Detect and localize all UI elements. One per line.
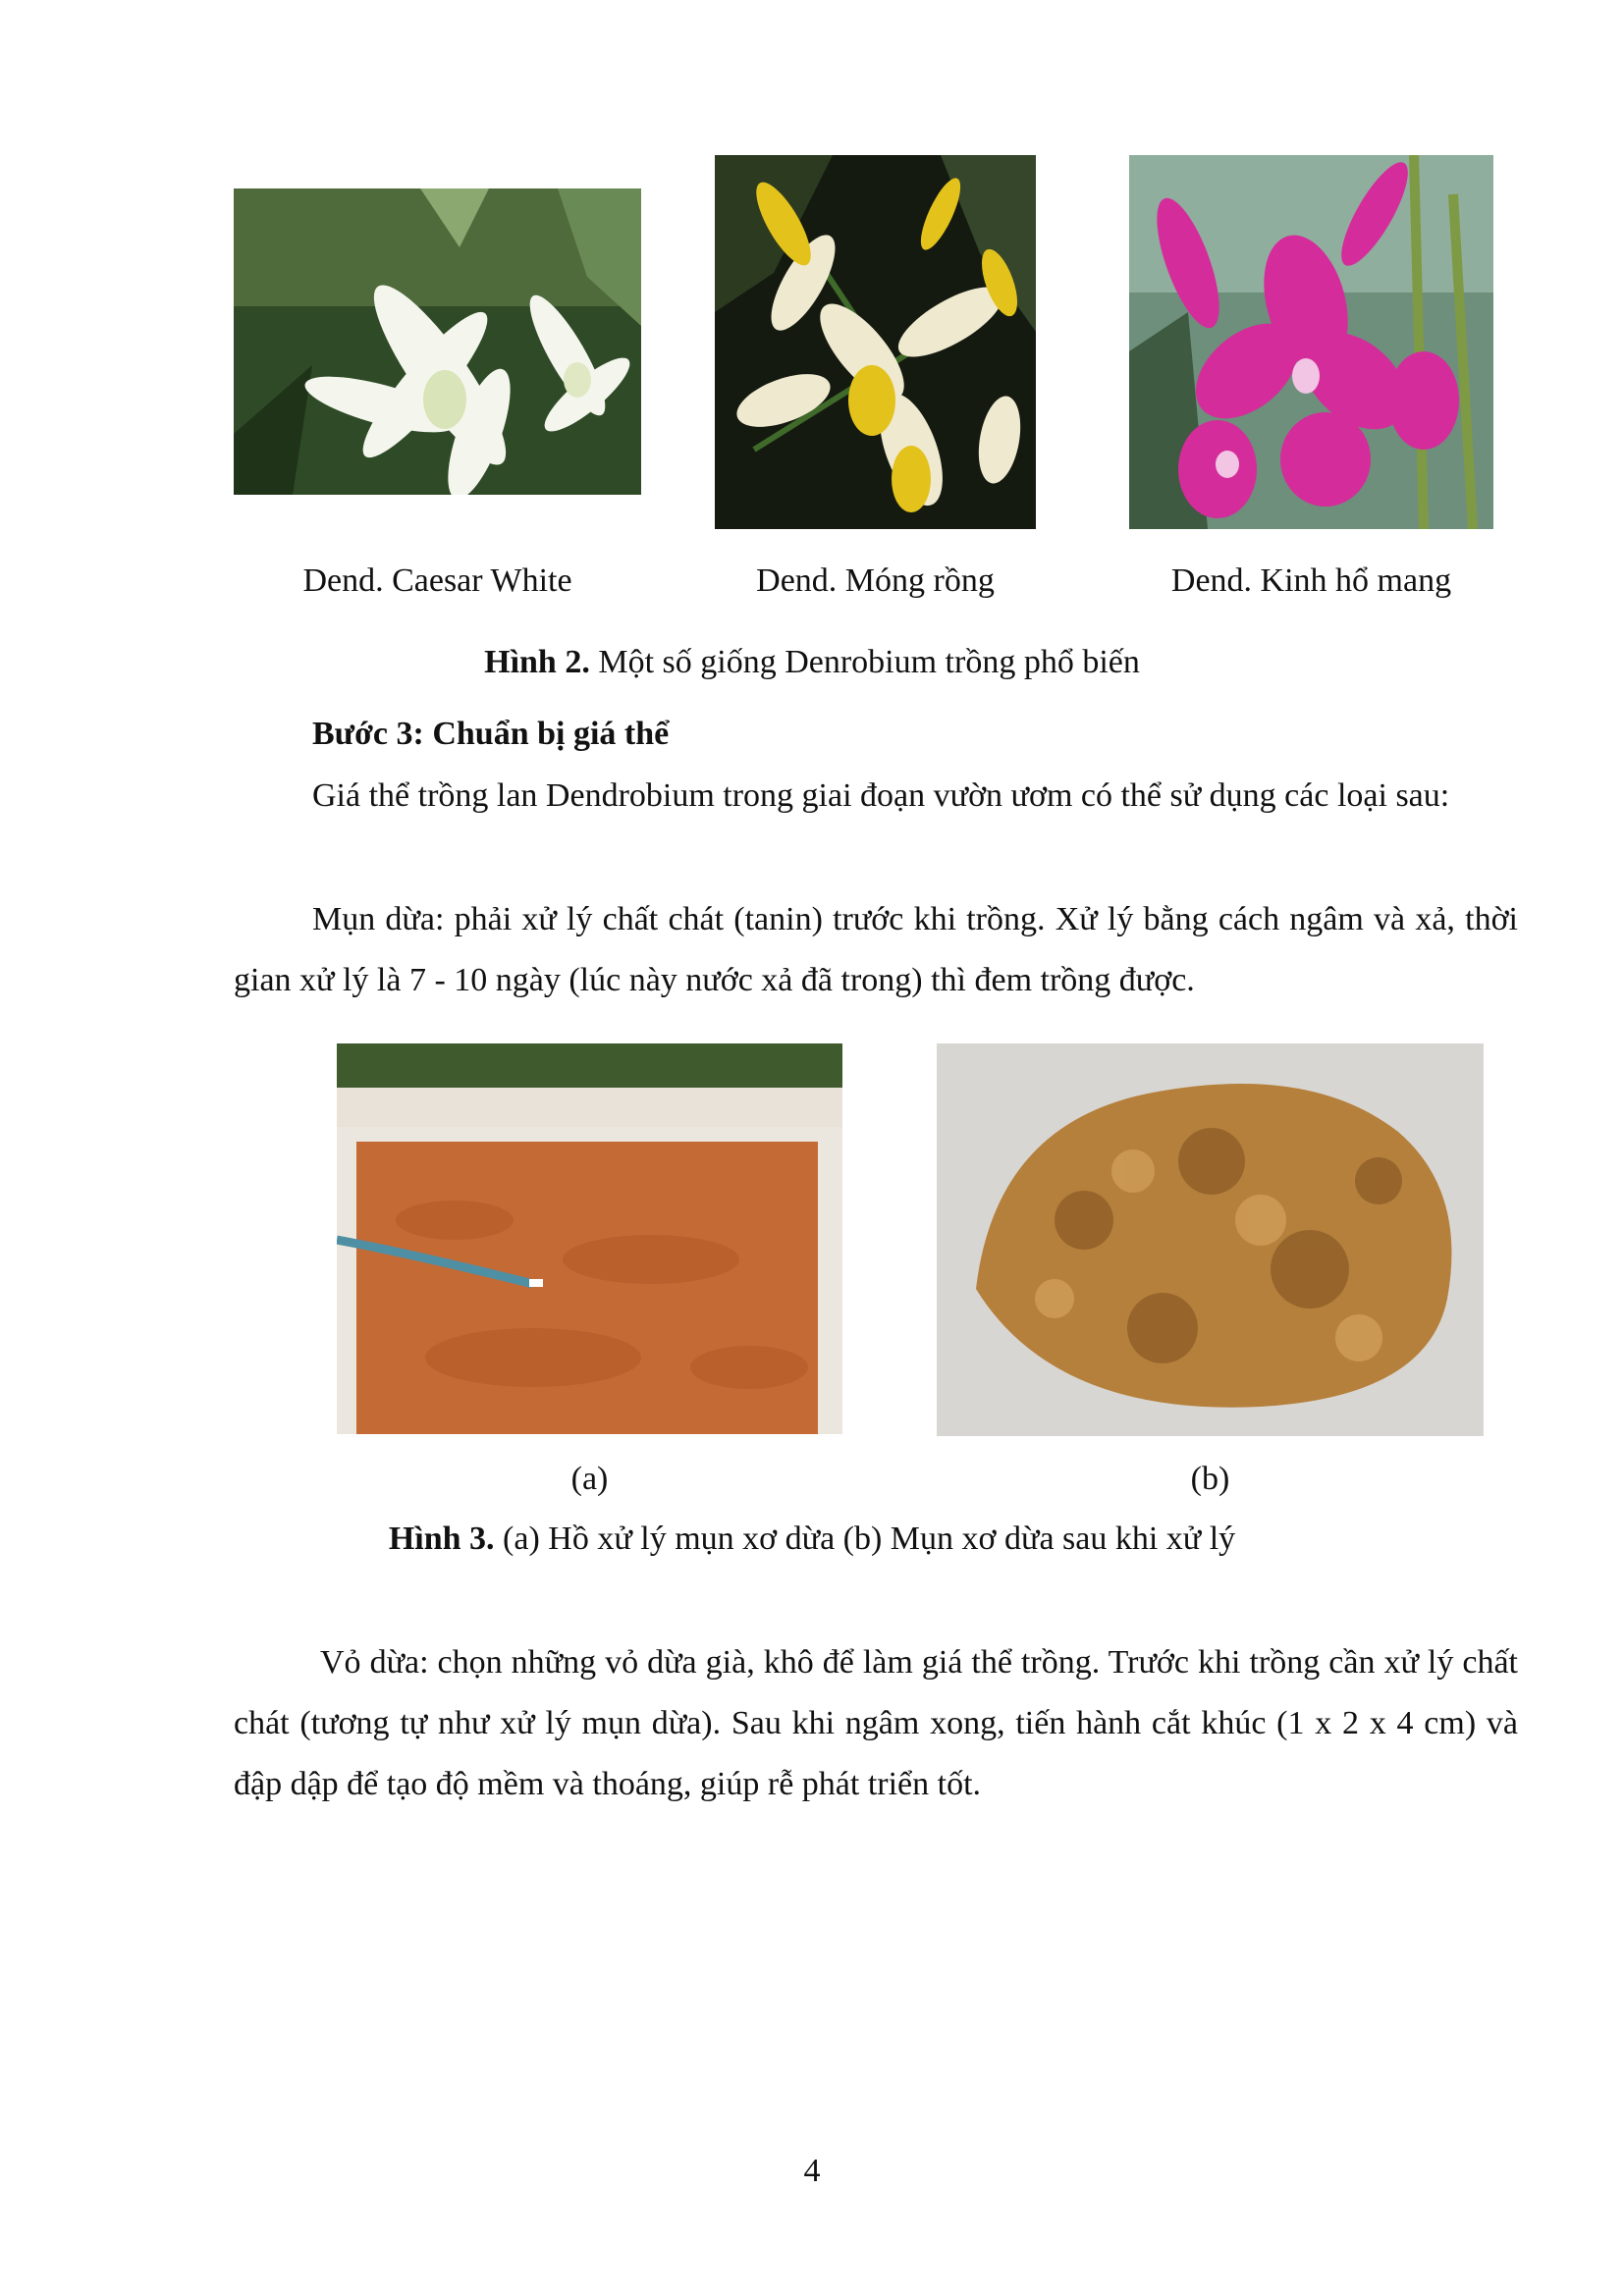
figure2-title-text: Một số giống Denrobium trồng phổ biến <box>598 644 1140 680</box>
figure2-label: Hình 2. <box>484 644 590 680</box>
figure3-caption-a: (a) <box>570 1461 609 1497</box>
figure2-title <box>0 643 1624 682</box>
coir-treatment-tank-photo <box>337 1043 842 1434</box>
white-orchid-photo <box>234 188 641 495</box>
figure2-caption-3: Dend. Kinh hổ mang <box>1170 562 1452 599</box>
yellow-white-orchid-photo <box>715 155 1036 529</box>
figure3-title-text: (a) Hồ xử lý mụn xơ dừa (b) Mụn xơ dừa sau khi xử lý <box>503 1521 1236 1557</box>
figure3-label: Hình 3. <box>388 1521 495 1557</box>
step3-paragraph-1: Giá thể trồng lan Dendrobium trong giai đoạn vườn ươm có thể sử dụng các loại sau: <box>312 777 1450 814</box>
figure2-caption-1: Dend. Caesar White <box>302 562 572 599</box>
page-number: 4 <box>803 2153 821 2189</box>
step3-heading: Bước 3: Chuẩn bị giá thể <box>312 716 670 752</box>
figure3-title <box>0 1520 1624 1559</box>
treated-coir-pile-photo <box>937 1043 1484 1436</box>
magenta-orchid-photo <box>1129 155 1493 529</box>
step3-paragraph-2: Mụn dừa: phải xử lý chất chát (tanin) trước khi trồng. Xử lý bằng cách ngâm và xả, thời gian xử lý là 7 - 10 ngày (lúc này nước xả đã trong) thì đem trồng được. <box>234 901 1518 998</box>
paragraph-coconut-husk: Vỏ dừa: chọn những vỏ dừa già, khô để làm giá thể trồng. Trước khi trồng cần xử lý chất chát (tương tự như xử lý mụn dừa). Sau khi ngâm xong, tiến hành cắt khúc (1 x 2 x 4 cm) và đập dập để tạo độ mềm và thoáng, giúp rễ phát triển tốt. <box>234 1644 1518 1802</box>
figure3-caption-b: (b) <box>1190 1461 1230 1497</box>
figure2-caption-2: Dend. Móng rồng <box>756 562 995 599</box>
